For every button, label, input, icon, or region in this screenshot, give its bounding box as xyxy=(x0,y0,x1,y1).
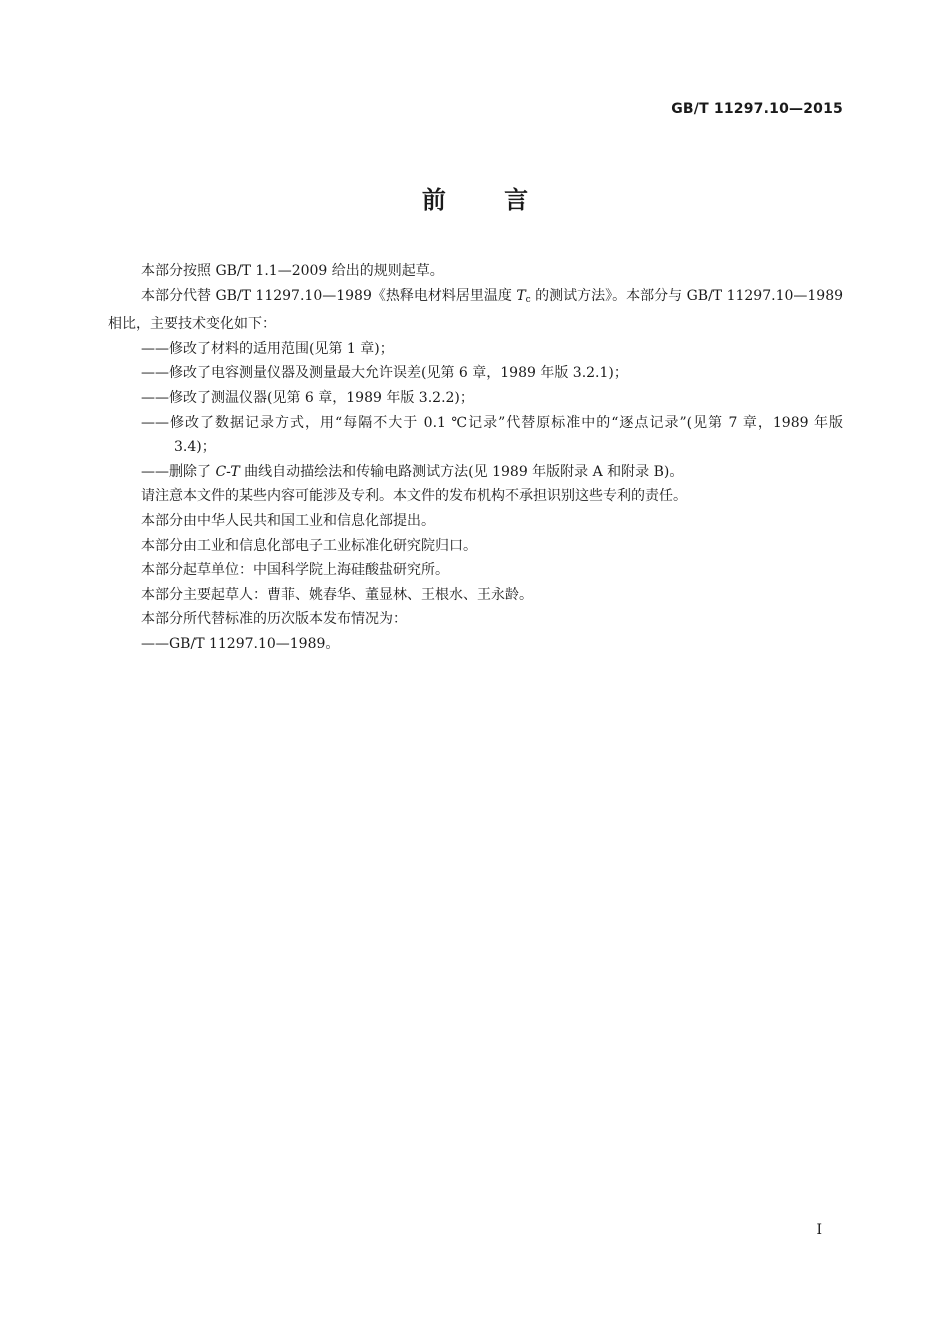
list-item: ——修改了测温仪器(见第 6 章，1989 年版 3.2.2)； xyxy=(141,389,474,406)
symbol-ct: C-T xyxy=(215,463,240,480)
paragraph-replacement xyxy=(108,284,843,337)
list-item: ——修改了电容测量仪器及测量最大允许误差(见第 6 章，1989 年版 3.2.1)； xyxy=(141,365,628,382)
symbol-t: T xyxy=(516,287,526,304)
paragraph: 本部分由工业和信息化部电子工业标准化研究院归口。 xyxy=(141,537,477,554)
standard-code: GB/T 11297.10—2015 xyxy=(671,101,843,117)
document-body xyxy=(108,259,843,657)
symbol-subscript: c xyxy=(525,294,531,305)
paragraph: 本部分由中华人民共和国工业和信息化部提出。 xyxy=(141,512,435,529)
paragraph-text: 本部分代替 GB/T 11297.10—1989《热释电材料居里温度 xyxy=(141,287,517,304)
paragraph: 请注意本文件的某些内容可能涉及专利。本文件的发布机构不承担识别这些专利的责任。 xyxy=(141,488,687,505)
paragraph: 本部分按照 GB/T 1.1—2009 给出的规则起草。 xyxy=(141,263,444,279)
paragraph: 本部分起草单位：中国科学院上海硅酸盐研究所。 xyxy=(141,562,449,579)
list-item: ——修改了数据记录方式，用“每隔不大于 0.1 ℃记录”代替原标准中的“逐点记录”(见第 7 章，1989 年版 3.4)； xyxy=(141,414,843,456)
page-title: 前 言 xyxy=(421,186,529,214)
list-item-text: 曲线自动描绘法和传输电路测试方法(见 1989 年版附录 A 和附录 B)。 xyxy=(239,463,684,480)
list-item xyxy=(108,460,843,485)
paragraph: 本部分所代替标准的历次版本发布情况为： xyxy=(141,611,407,628)
page-number: I xyxy=(816,1222,822,1238)
list-item: ——修改了材料的适用范围(见第 1 章)； xyxy=(141,340,394,357)
list-item: ——GB/T 11297.10—1989。 xyxy=(141,635,340,652)
list-item-text: ——删除了 xyxy=(141,463,216,480)
paragraph: 本部分主要起草人：曹菲、姚春华、董显林、王根水、王永龄。 xyxy=(141,586,533,603)
paragraph-text: 的测试方法》。本部分与 GB/T 11297.10—1989 相比，主要技术变化如下： xyxy=(108,287,844,333)
